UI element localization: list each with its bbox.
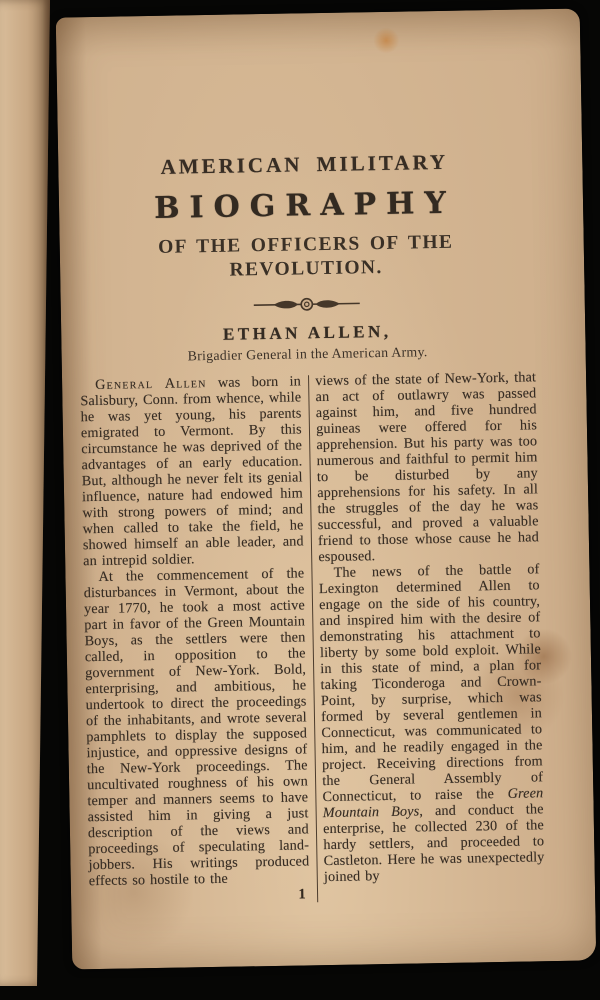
paragraph [319,561,545,885]
paragraph-text: , and conduct the enterprise, he collected 230 of the hardy settlers, and proceeded to Castleton. Here he was unexpectedly joined by [322,801,545,886]
paragraph: At the commencement of the disturbances in Vermont, about the year 1770, he took a most active part in favor of the Green Mountain Boys, as the settlers were then called, in opposition to the government of New-York. Bold, enterprising, and ambitious, he undertook to direct the proceedings of the inhabitants, and wrote several pamphlets to display the supposed injustice, and oppressive designs of the New-York proceedings. The uncultivated roughness of his own temper and manners seems to have assisted him in giving a just description of the views and proceedings of speculating land-jobbers. His writings produced effects so hostile to the [83,565,310,890]
text-columns [80,369,545,906]
left-column [80,373,310,906]
paragraph [80,373,304,569]
paragraph-lead-smallcaps: General Allen [95,375,207,394]
article-heading: ETHAN ALLEN, [222,321,392,344]
paragraph-text: The news of the battle of Lexington determined Allen to engage on the side of his country, and inspired him with the desire of demonstrating his attachment to liberty by some bold exploit. While in this state of mind, a plan for taking Ticonderoga and Crown-Point, by surprise, which was formed by several gentlemen in Connecticut, was communicated to him, and he readily engaged in the project. Receiving directions from the General Assembly of Connecticut, to raise the [318,561,544,806]
masthead-subtitle: OF THE OFFICERS OF THE REVOLUTION. [157,231,454,281]
masthead-title-biography: BIOGRAPHY [153,185,457,226]
facing-page-edge [0,0,50,986]
page-number: 1 [298,886,307,903]
right-column [315,369,545,902]
article-subheading: Brigadier General in the American Army. [187,344,428,364]
masthead-title-line1: AMERICAN MILITARY [160,149,449,179]
paragraph-italic-phrase: Green Mountain Boys [322,785,544,822]
masthead [76,147,534,285]
page-content [56,8,595,906]
paragraph: views of the state of New-York, that an act of outlawry was passed against him, and five hundred guineas were offered for his apprehension. But his party was too numerous and faithful to permit him to be disturbed by any apprehensions for his safety. In all the struggles of the day he was successful, and proved a valuable friend to those whose cause he had espoused. [315,369,540,566]
paragraph-text: was born in Salisbury, Conn. from whence, while he was yet young, his parents emigrated to Vermont. By this circumstance he was deprived of the advantages of an early education. But, although he never felt its genial influence, nature had endowed him with strong powers of mind; and when called to take the field, he showed himself an able leader, and an intrepid soldier. [80,373,304,570]
fleuron-divider-icon [252,295,362,313]
book-page [56,8,597,969]
